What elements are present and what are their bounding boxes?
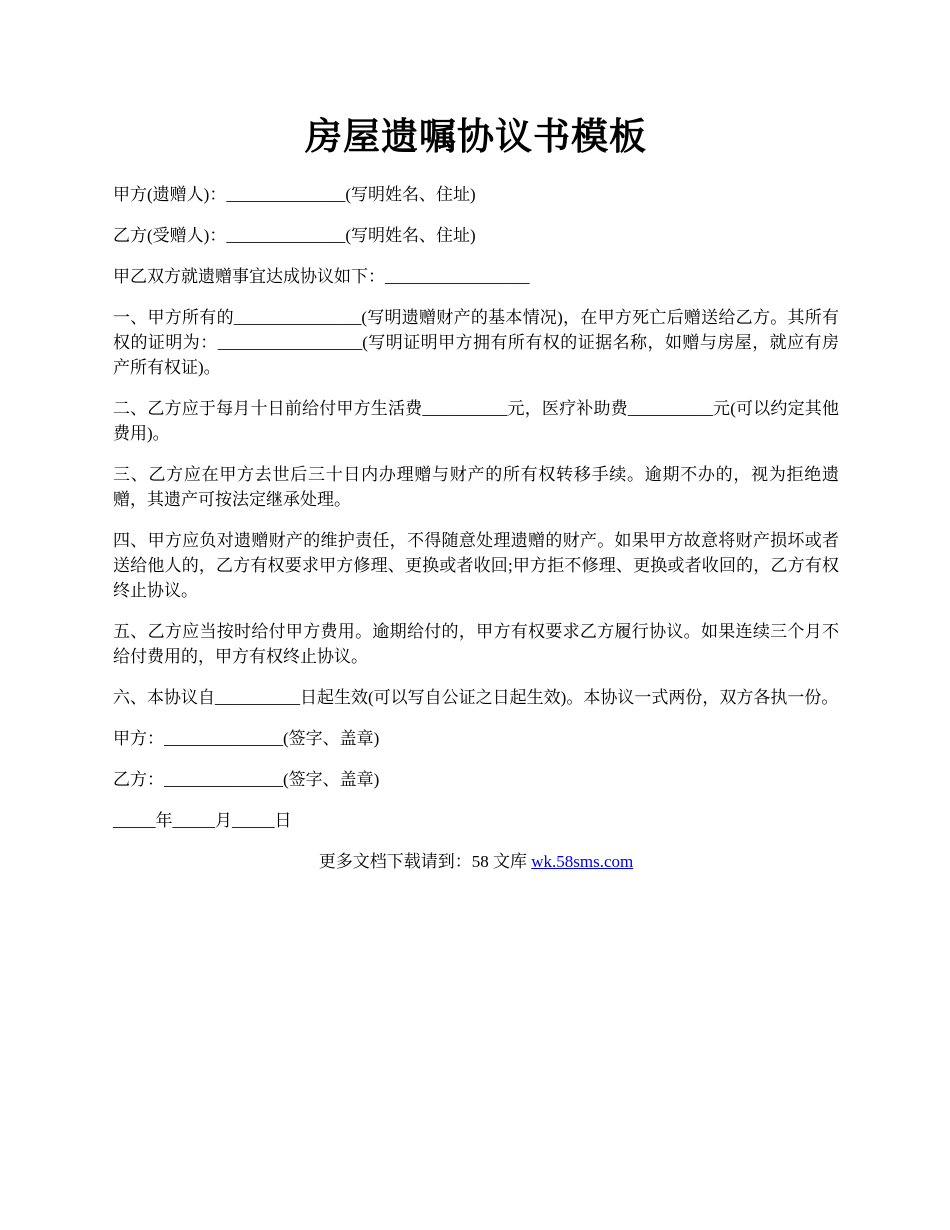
signature-party-a: 甲方：______________(签字、盖章) xyxy=(113,729,380,748)
party-b-line: 乙方(受赠人)：______________(写明姓名、住址) xyxy=(113,226,476,245)
clause-3: 三、乙方应在甲方去世后三十日内办理赠与财产的所有权转移手续。逾期不办的，视为拒绝遗赠，其遗产可按法定继承处理。 xyxy=(113,465,839,509)
document-title: 房屋遗嘱协议书模板 xyxy=(305,114,647,158)
clause-1: 一、甲方所有的_______________(写明遗赠财产的基本情况)，在甲方死亡后赠送给乙方。其所有权的证明为：_________________(写明证明甲方拥有所有权的证据名称，如赠与房屋，就应有房产所有权证)。 xyxy=(113,308,839,377)
party-a-line: 甲方(遗赠人)：______________(写明姓名、住址) xyxy=(113,185,476,204)
footer xyxy=(113,849,839,874)
footer-link[interactable]: wk.58sms.com xyxy=(531,852,634,871)
agreement-intro: 甲乙双方就遗赠事宜达成协议如下：_________________ xyxy=(113,267,530,286)
clause-2: 二、乙方应于每月十日前给付甲方生活费__________元，医疗补助费__________元(可以约定其他费用)。 xyxy=(113,399,839,443)
document-page xyxy=(113,110,839,874)
date-line: _____年_____月_____日 xyxy=(113,811,292,830)
clause-5: 五、乙方应当按时给付甲方费用。逾期给付的，甲方有权要求乙方履行协议。如果连续三个月不给付费用的，甲方有权终止协议。 xyxy=(113,622,839,666)
signature-party-b: 乙方：______________(签字、盖章) xyxy=(113,770,380,789)
footer-text: 更多文档下载请到：58 文库 xyxy=(318,852,532,871)
clause-4: 四、甲方应负对遗赠财产的维护责任，不得随意处理遗赠的财产。如果甲方故意将财产损坏或者送给他人的，乙方有权要求甲方修理、更换或者收回;甲方拒不修理、更换或者收回的，乙方有权终止协议。 xyxy=(113,531,839,600)
clause-6: 六、本协议自__________日起生效(可以写自公证之日起生效)。本协议一式两份，双方各执一份。 xyxy=(113,688,839,707)
